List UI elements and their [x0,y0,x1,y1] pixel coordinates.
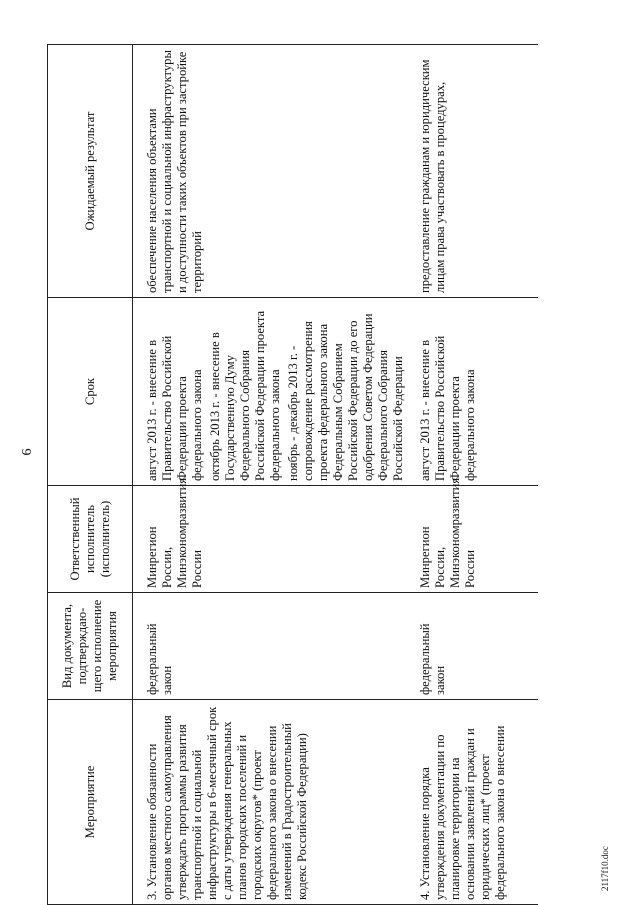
deadline-item: ноябрь - декабрь 2013 г. - сопровождение рассмотрения проекта федерального закона Федеральным Собранием Российской Федерации до его одобрения Советом Федерации Федерального Собрания Российской Федерации [286,313,405,481]
spacer-row [133,45,146,905]
header-deadline: Срок [48,298,133,486]
deadline-item: октябрь 2013 г. - внесение в Государственную Думу Федерального Собрания Российской Федерации проекта федерального закона [208,310,282,481]
header-document-type: Вид документа, подтверждаю- щего исполнение мероприятия [48,593,133,700]
table-header-row [48,45,133,905]
table-row [418,45,538,905]
executor-cell: Минрегион России, Минэкономразвития России [145,486,406,593]
deadline-item: август 2013 г. - внесение в Правительство Российской Федерации проекта федерального закона [145,335,204,481]
header-executor: Ответственный исполнитель (исполнитель) [48,486,133,593]
measure-cell: 3. Установление обязанности органов местного самоуправления утверждать программы развития транспортной и социальной инфраструктуры в 6-месячный срок с даты утверждения генеральных планов городских поселений и городских округов* (проект федерального закона о внесении изменений в Градостроительный кодекс Российской Федерации) [145,700,406,905]
page-number: 6 [20,448,35,456]
document-type-cell: федеральный закон [418,593,538,700]
deadline-cell [145,298,406,486]
deadline-item: август 2013 г. - внесение в Правительство Российской Федерации проекта федерального закона [418,335,477,481]
expected-result-cell: обеспечение населения объектами транспортной и социальной инфраструктуры и доступности таких объектов при застройке территорий [145,45,406,298]
footer-doc-name: 2117f10.doc [600,846,610,891]
table-row [145,45,406,905]
spacer-row [406,45,418,905]
executor-cell: Минрегион России, Минэкономразвития России [418,486,538,593]
expected-result-cell: предоставление гражданам и юридическим лицам права участвовать в процедурах, [418,45,538,298]
measure-cell: 4. Установление порядка утверждения документации по планировке территории на основании заявлений граждан и юридических лиц* (проект федерального закона о внесении [418,700,538,905]
document-type-cell: федеральный закон [145,593,406,700]
deadline-cell [418,298,538,486]
action-plan-table [47,44,538,905]
header-expected-result: Ожидаемый результат [48,45,133,298]
header-measure: Мероприятие [48,700,133,905]
